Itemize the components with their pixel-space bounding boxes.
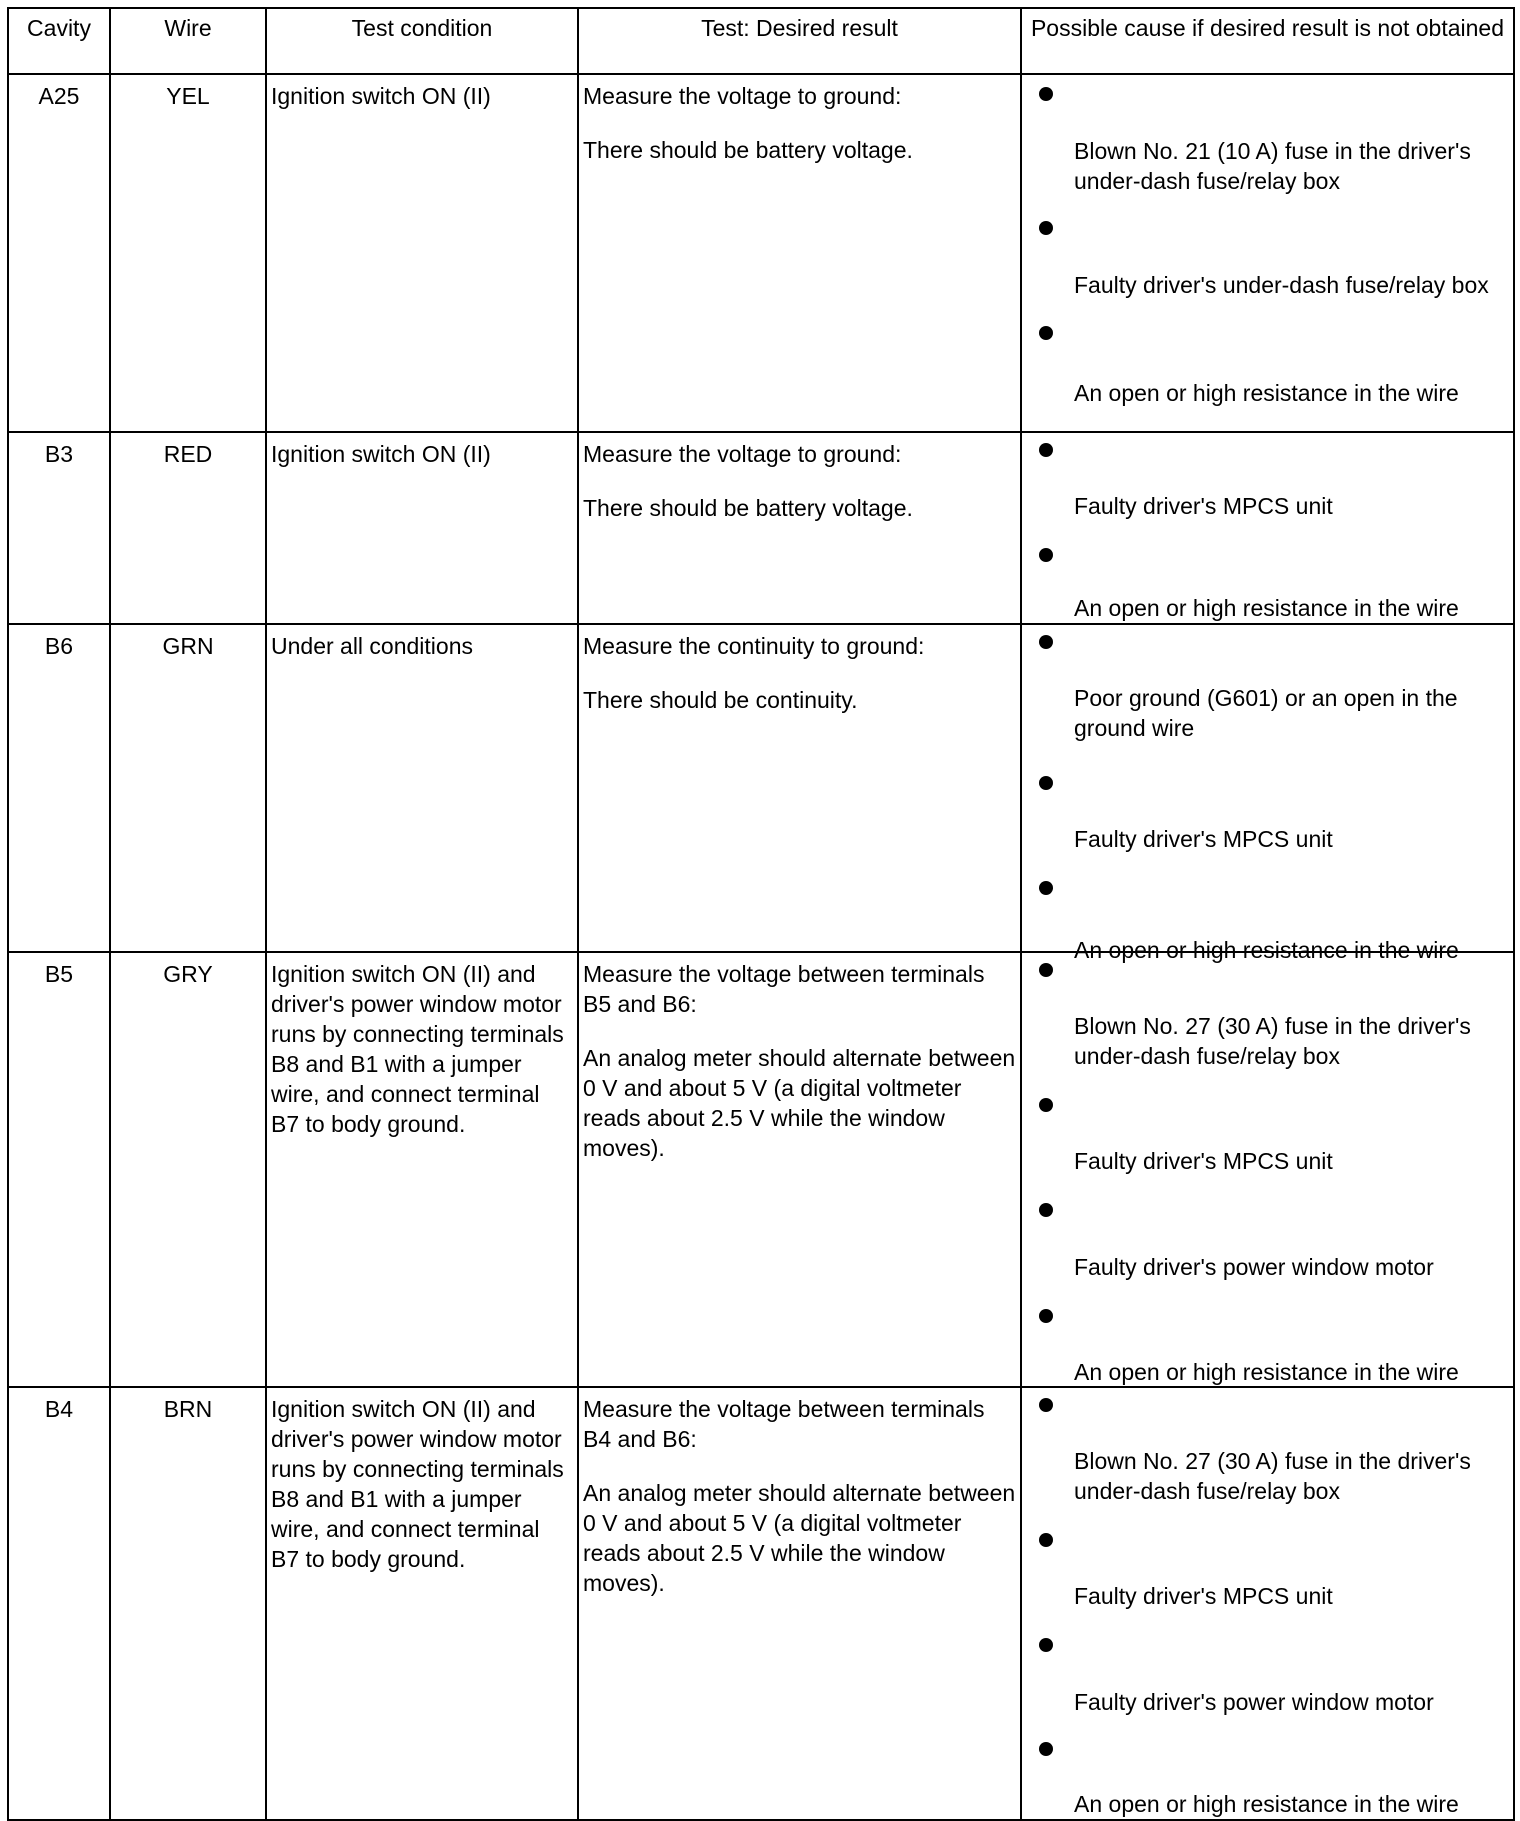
test-condition-cell: Ignition switch ON (II) bbox=[266, 74, 578, 432]
wire-cell: GRY bbox=[110, 952, 266, 1387]
result-expectation: There should be continuity. bbox=[583, 687, 858, 713]
cavity-cell: B3 bbox=[8, 432, 110, 624]
possible-cause-cell bbox=[1021, 1387, 1514, 1820]
possible-cause-cell bbox=[1021, 74, 1514, 432]
desired-result-cell bbox=[578, 432, 1021, 624]
cavity-cell: B4 bbox=[8, 1387, 110, 1820]
bullet-icon bbox=[1039, 443, 1053, 457]
cause-text: An open or high resistance in the wire bbox=[1074, 1359, 1459, 1385]
header-wire: Wire bbox=[110, 8, 266, 74]
result-expectation: An analog meter should alternate between 0 V and about 5 V (a digital voltmeter reads about 2.5 V while the window moves). bbox=[583, 1045, 1016, 1161]
bullet-icon bbox=[1039, 1533, 1053, 1547]
cause-text: An open or high resistance in the wire bbox=[1074, 937, 1459, 963]
cavity-cell: A25 bbox=[8, 74, 110, 432]
bullet-icon bbox=[1039, 1398, 1053, 1412]
cause-text: An open or high resistance in the wire bbox=[1074, 595, 1459, 621]
bullet-icon bbox=[1039, 963, 1053, 977]
header-possible-cause: Possible cause if desired result is not obtained bbox=[1021, 8, 1514, 74]
header-desired-result: Test: Desired result bbox=[578, 8, 1021, 74]
cause-text: Faulty driver's power window motor bbox=[1074, 1689, 1434, 1715]
cause-text: Blown No. 27 (30 A) fuse in the driver's under-dash fuse/relay box bbox=[1074, 1448, 1471, 1504]
cause-text: Faulty driver's power window motor bbox=[1074, 1254, 1434, 1280]
cause-text: An open or high resistance in the wire bbox=[1074, 1791, 1459, 1817]
bullet-icon bbox=[1039, 87, 1053, 101]
cause-text: Blown No. 21 (10 A) fuse in the driver's under-dash fuse/relay box bbox=[1074, 138, 1471, 194]
table-row bbox=[8, 74, 1514, 432]
wire-cell: BRN bbox=[110, 1387, 266, 1820]
bullet-icon bbox=[1039, 548, 1053, 562]
header-row bbox=[8, 8, 1514, 74]
possible-cause-cell bbox=[1021, 624, 1514, 963]
header-test-condition: Test condition bbox=[266, 8, 578, 74]
cavity-cell: B6 bbox=[8, 624, 110, 952]
cause-text: Poor ground (G601) or an open in the ground wire bbox=[1074, 685, 1458, 741]
bullet-icon bbox=[1039, 1098, 1053, 1112]
table-row bbox=[8, 624, 1514, 952]
test-condition-cell: Ignition switch ON (II) and driver's power window motor runs by connecting terminals B8 and B1 with a jumper wire, and connect terminal B7 to body ground. bbox=[266, 952, 578, 1387]
desired-result-cell bbox=[578, 74, 1021, 432]
desired-result-cell bbox=[578, 952, 1021, 1387]
bullet-icon bbox=[1039, 326, 1053, 340]
bullet-icon bbox=[1039, 881, 1053, 895]
possible-cause-cell bbox=[1021, 952, 1514, 1387]
cause-text: Faulty driver's under-dash fuse/relay box bbox=[1074, 272, 1489, 298]
cavity-cell: B5 bbox=[8, 952, 110, 1387]
test-condition-cell: Under all conditions bbox=[266, 624, 578, 952]
cause-text: Faulty driver's MPCS unit bbox=[1074, 1583, 1333, 1609]
desired-result-cell bbox=[578, 1387, 1021, 1820]
result-instruction: Measure the continuity to ground: bbox=[583, 633, 925, 659]
cause-text: Faulty driver's MPCS unit bbox=[1074, 1148, 1333, 1174]
bullet-icon bbox=[1039, 1203, 1053, 1217]
result-expectation: There should be battery voltage. bbox=[583, 495, 913, 521]
desired-result-cell bbox=[578, 624, 1021, 952]
cause-text: Blown No. 27 (30 A) fuse in the driver's under-dash fuse/relay box bbox=[1074, 1013, 1471, 1069]
possible-cause-cell bbox=[1021, 432, 1514, 624]
bullet-icon bbox=[1039, 635, 1053, 649]
result-instruction: Measure the voltage between terminals B4 and B6: bbox=[583, 1396, 985, 1452]
wire-cell: RED bbox=[110, 432, 266, 624]
table-row bbox=[8, 1387, 1514, 1820]
test-condition-cell: Ignition switch ON (II) bbox=[266, 432, 578, 624]
header-cavity: Cavity bbox=[8, 8, 110, 74]
cause-text: Faulty driver's MPCS unit bbox=[1074, 493, 1333, 519]
result-instruction: Measure the voltage between terminals B5 and B6: bbox=[583, 961, 985, 1017]
result-instruction: Measure the voltage to ground: bbox=[583, 441, 902, 467]
diagnostic-table bbox=[7, 7, 1515, 1821]
bullet-icon bbox=[1039, 1309, 1053, 1323]
bullet-icon bbox=[1039, 776, 1053, 790]
wire-cell: GRN bbox=[110, 624, 266, 952]
bullet-icon bbox=[1039, 221, 1053, 235]
result-instruction: Measure the voltage to ground: bbox=[583, 83, 902, 109]
table-row bbox=[8, 432, 1514, 624]
bullet-icon bbox=[1039, 1742, 1053, 1756]
wire-cell: YEL bbox=[110, 74, 266, 432]
test-condition-cell: Ignition switch ON (II) and driver's power window motor runs by connecting terminals B8 and B1 with a jumper wire, and connect terminal B7 to body ground. bbox=[266, 1387, 578, 1820]
result-expectation: An analog meter should alternate between 0 V and about 5 V (a digital voltmeter reads about 2.5 V while the window moves). bbox=[583, 1480, 1016, 1596]
table-row bbox=[8, 952, 1514, 1387]
cause-text: Faulty driver's MPCS unit bbox=[1074, 826, 1333, 852]
result-expectation: There should be battery voltage. bbox=[583, 137, 913, 163]
bullet-icon bbox=[1039, 1638, 1053, 1652]
cause-text: An open or high resistance in the wire bbox=[1074, 380, 1459, 406]
